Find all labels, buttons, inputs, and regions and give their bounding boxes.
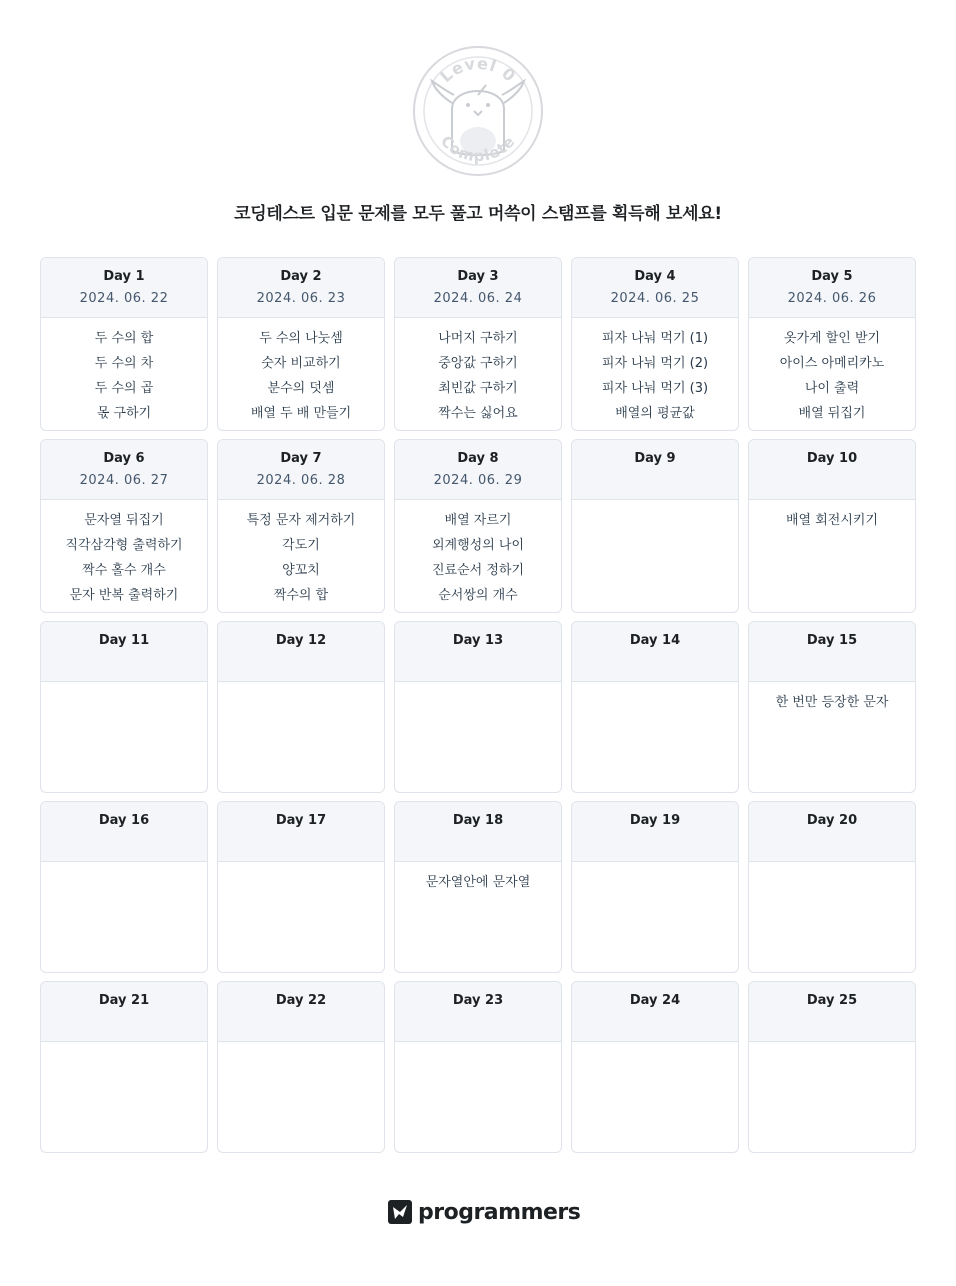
day-grid (40, 257, 916, 1153)
day-card-body (749, 682, 915, 715)
day-card-body (395, 1042, 561, 1050)
day-card-body (395, 862, 561, 895)
day-label: Day 18 (452, 813, 504, 828)
day-card (394, 981, 562, 1153)
day-card-header (572, 440, 738, 500)
day-card-body (572, 500, 738, 508)
day-card-body (572, 862, 738, 870)
day-card-header (395, 440, 561, 500)
day-label: Day 15 (806, 633, 858, 648)
day-card-header (41, 258, 207, 318)
day-card-header (218, 622, 384, 682)
day-card (40, 439, 208, 613)
footer-logo[interactable] (388, 1198, 580, 1226)
day-label: Day 23 (452, 993, 504, 1008)
day-card-body (572, 1042, 738, 1050)
day-label: Day 8 (457, 451, 499, 466)
day-card (748, 439, 916, 613)
day-label: Day 2 (280, 269, 322, 284)
day-card-header (218, 802, 384, 862)
day-date: 2024. 06. 28 (256, 473, 346, 488)
level-0-complete-stamp (412, 45, 544, 177)
day-label: Day 19 (629, 813, 681, 828)
day-card-header (572, 622, 738, 682)
day-card-header (572, 258, 738, 318)
day-card-body (218, 500, 384, 608)
problem-item[interactable]: 외계행성의 나이 (431, 538, 525, 553)
problem-item[interactable]: 배열 두 배 만들기 (250, 406, 352, 421)
day-card-body (749, 500, 915, 533)
problem-item[interactable]: 최빈값 구하기 (438, 381, 518, 396)
problem-item[interactable]: 문자열안에 문자열 (425, 875, 531, 890)
problem-item[interactable]: 몫 구하기 (96, 406, 152, 421)
problem-item[interactable]: 짝수의 합 (273, 588, 329, 603)
problem-item[interactable]: 진료순서 정하기 (431, 563, 525, 578)
day-card (394, 801, 562, 973)
day-date: 2024. 06. 27 (79, 473, 169, 488)
problem-item[interactable]: 나이 출력 (804, 381, 860, 396)
problem-item[interactable]: 배열 자르기 (444, 513, 512, 528)
day-card-body (218, 682, 384, 690)
problem-item[interactable]: 배열의 평균값 (615, 406, 695, 421)
problem-item[interactable]: 한 번만 등장한 문자 (775, 695, 889, 710)
brand-name: programmers (418, 1199, 581, 1225)
problem-item[interactable]: 두 수의 나눗셈 (259, 331, 343, 346)
day-card (217, 981, 385, 1153)
day-card-body (218, 1042, 384, 1050)
day-card (571, 257, 739, 431)
day-card (748, 981, 916, 1153)
day-card-body (395, 500, 561, 608)
problem-item[interactable]: 피자 나눠 먹기 (1) (601, 331, 709, 346)
day-card-header (41, 440, 207, 500)
day-card (571, 621, 739, 793)
day-label: Day 5 (811, 269, 853, 284)
day-label: Day 13 (452, 633, 504, 648)
problem-item[interactable]: 분수의 덧셈 (267, 381, 335, 396)
day-card (40, 257, 208, 431)
svg-text:Level 0 (436, 54, 519, 86)
day-label: Day 1 (103, 269, 145, 284)
day-label: Day 7 (280, 451, 322, 466)
programmers-logo-icon (388, 1200, 412, 1224)
day-label: Day 3 (457, 269, 499, 284)
day-label: Day 17 (275, 813, 327, 828)
day-card (217, 801, 385, 973)
day-date: 2024. 06. 25 (610, 291, 700, 306)
stamp-icon (412, 45, 544, 177)
day-label: Day 6 (103, 451, 145, 466)
problem-item[interactable]: 각도기 (282, 538, 320, 553)
day-card-header (395, 258, 561, 318)
day-label: Day 4 (634, 269, 676, 284)
problem-item[interactable]: 피자 나눠 먹기 (3) (601, 381, 709, 396)
day-card-header (41, 982, 207, 1042)
day-card (748, 801, 916, 973)
problem-item[interactable]: 옷가게 할인 받기 (783, 331, 881, 346)
problem-item[interactable]: 배열 뒤집기 (798, 406, 866, 421)
day-card (40, 801, 208, 973)
day-card (40, 981, 208, 1153)
day-date: 2024. 06. 23 (256, 291, 346, 306)
day-card-body (749, 862, 915, 870)
day-card-header (218, 982, 384, 1042)
day-card-body (218, 862, 384, 870)
day-label: Day 12 (275, 633, 327, 648)
problem-item[interactable]: 직각삼각형 출력하기 (65, 538, 183, 553)
day-card (217, 257, 385, 431)
day-card-header (749, 622, 915, 682)
day-card (394, 621, 562, 793)
day-card-body (41, 1042, 207, 1050)
day-card-header (41, 802, 207, 862)
day-card-body (572, 318, 738, 426)
stamp-top-text: Level 0 (436, 53, 520, 87)
problem-item[interactable]: 중앙값 구하기 (438, 356, 518, 371)
day-card (748, 257, 916, 431)
day-card (571, 439, 739, 613)
day-card-header (218, 440, 384, 500)
day-card (40, 621, 208, 793)
problem-item[interactable]: 두 수의 합 (94, 331, 154, 346)
day-label: Day 25 (806, 993, 858, 1008)
day-card-header (395, 982, 561, 1042)
day-card-header (218, 258, 384, 318)
problem-item[interactable]: 짝수는 싫어요 (438, 406, 518, 421)
day-card (217, 621, 385, 793)
problem-item[interactable]: 특정 문자 제거하기 (246, 513, 356, 528)
day-label: Day 10 (806, 451, 858, 466)
problem-item[interactable]: 두 수의 곱 (94, 381, 154, 396)
day-date: 2024. 06. 29 (433, 473, 523, 488)
day-card-header (749, 802, 915, 862)
problem-item[interactable]: 순서쌍의 개수 (438, 588, 518, 603)
day-label: Day 14 (629, 633, 681, 648)
problem-item[interactable]: 두 수의 차 (94, 356, 154, 371)
day-label: Day 22 (275, 993, 327, 1008)
day-card-body (572, 682, 738, 690)
day-card-body (218, 318, 384, 426)
day-label: Day 20 (806, 813, 858, 828)
day-card-header (395, 622, 561, 682)
problem-item[interactable]: 양꼬치 (282, 563, 320, 578)
day-label: Day 16 (98, 813, 150, 828)
day-card-body (749, 1042, 915, 1050)
day-card-header (749, 982, 915, 1042)
day-label: Day 11 (98, 633, 150, 648)
problem-item[interactable]: 숫자 비교하기 (261, 356, 341, 371)
day-card-header (572, 982, 738, 1042)
day-label: Day 24 (629, 993, 681, 1008)
day-label: Day 9 (634, 451, 676, 466)
day-card-body (41, 682, 207, 690)
day-card-header (572, 802, 738, 862)
problem-item[interactable]: 피자 나눠 먹기 (2) (601, 356, 709, 371)
day-card (394, 439, 562, 613)
day-card (571, 981, 739, 1153)
problem-item[interactable]: 문자열 뒤집기 (84, 513, 164, 528)
page-headline: 코딩테스트 입문 문제를 모두 풀고 머쓱이 스탬프를 획득해 보세요! (234, 204, 722, 224)
problem-item[interactable]: 문자 반복 출력하기 (69, 588, 179, 603)
day-card-header (749, 440, 915, 500)
day-card (394, 257, 562, 431)
day-card (217, 439, 385, 613)
problem-item[interactable]: 아이스 아메리카노 (779, 356, 885, 371)
day-card-header (395, 802, 561, 862)
problem-item[interactable]: 짝수 홀수 개수 (82, 563, 166, 578)
day-date: 2024. 06. 22 (79, 291, 169, 306)
day-card-body (41, 500, 207, 608)
day-card-header (41, 622, 207, 682)
problem-item[interactable]: 배열 회전시키기 (785, 513, 879, 528)
day-date: 2024. 06. 26 (787, 291, 877, 306)
day-card-body (41, 862, 207, 870)
day-card (748, 621, 916, 793)
stamp-bottom-text: Complete (436, 132, 519, 166)
day-card-body (395, 318, 561, 426)
problem-item[interactable]: 나머지 구하기 (438, 331, 518, 346)
day-card-body (41, 318, 207, 426)
day-date: 2024. 06. 24 (433, 291, 523, 306)
day-card-body (749, 318, 915, 426)
day-label: Day 21 (98, 993, 150, 1008)
day-card-body (395, 682, 561, 690)
day-card (571, 801, 739, 973)
day-card-header (749, 258, 915, 318)
